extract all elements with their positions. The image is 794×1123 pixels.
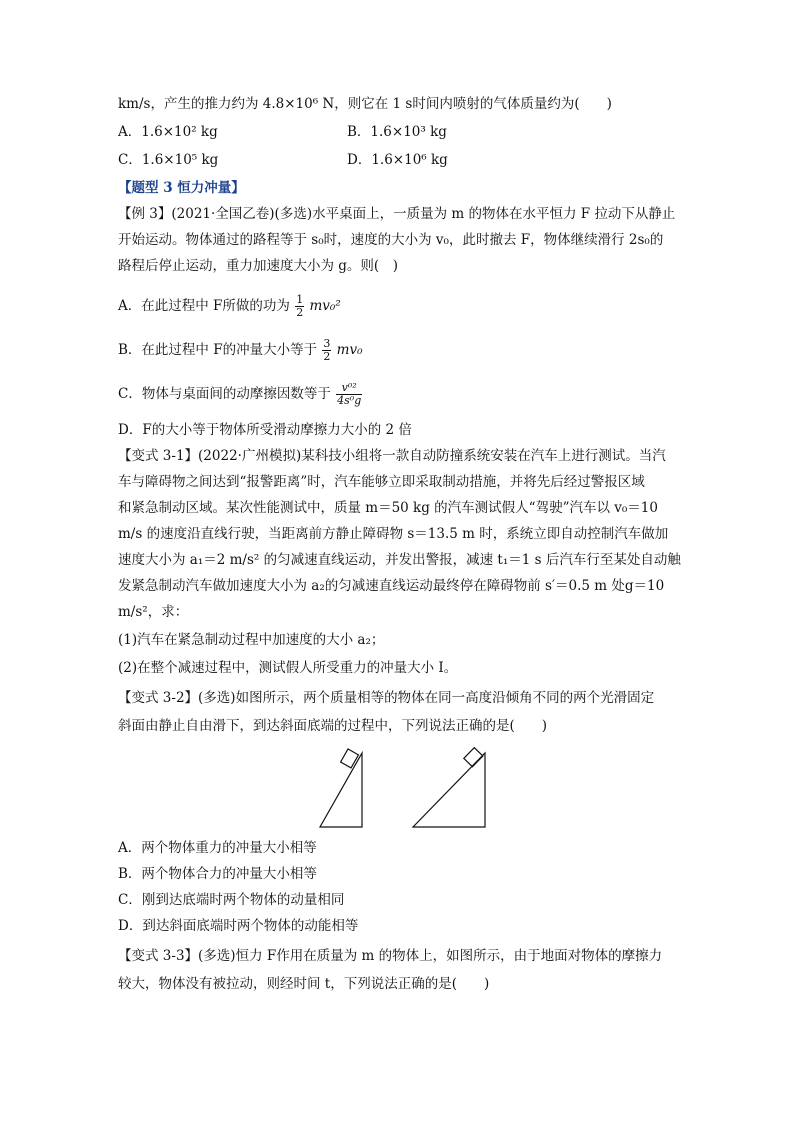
example-3-option-a [118,294,341,319]
incline-diagram [310,745,500,830]
variant-3-2-option-c: C．刚到达底端时两个物体的动量相同 [118,892,345,908]
variant-3-1-line-5: 速度大小为 a₁＝2 m/s² 的匀减速直线运动，并发出警报，减速 t₁＝1 s 后汽车行至某处自动触 [118,552,681,568]
fraction [295,294,304,319]
variant-3-1-line-1: 【变式 3-1】(2022·广州模拟)某科技小组将一款自动防撞系统安装在汽车上进行测试。当汽 [118,448,666,464]
variant-3-2-line-1: 【变式 3-2】(多选)如图所示，两个质量相等的物体在同一高度沿倾角不同的两个光滑固定 [118,690,655,706]
block [464,748,483,767]
variant-3-2-option-d: D．到达斜面底端时两个物体的动能相等 [118,918,359,934]
example-3-line-2: 开始运动。物体通过的路程等于 s₀时，速度的大小为 v₀，此时撤去 F，物体继续滑行 2s₀的 [118,232,664,248]
variant-3-3-line-2: 较大，物体没有被拉动，则经时间 t，下列说法正确的是( ) [118,976,490,992]
fraction [336,382,362,407]
example-3-line-1: 【例 3】(2021·全国乙卷)(多选)水平桌面上，一质量为 m 的物体在水平恒力 F 拉动下从静止 [118,206,676,222]
variant-3-3-line-1: 【变式 3-3】(多选)恒力 F作用在质量为 m 的物体上，如图所示，由于地面对物体的摩擦力 [118,948,663,964]
fraction-denominator: 2 [323,350,331,363]
example-3-line-3: 路程后停止运动，重力加速度大小为 g。则( ) [118,258,398,274]
variant-3-1-line-6: 发紧急制动汽车做加速度大小为 a₂的匀减速直线运动最终停在障碍物前 s′＝0.5 m 处g＝10 [118,578,665,594]
option-a: A．1.6×10² kg [118,124,218,140]
fraction-denominator: 4s⁰g [337,394,362,407]
variant-3-1-line-2: 车与障碍物之间达到“报警距离”时，汽车能够立即采取制动措施，并将先后经过警报区域 [118,474,645,490]
option-text: C．物体与桌面间的动摩擦因数等于 [118,386,331,402]
variant-3-1-line-3: 和紧急制动区域。某次性能测试中，质量 m＝50 kg 的汽车测试假人“驾驶”汽车以 v₀＝10 [118,500,658,516]
fraction-denominator: 2 [296,306,304,319]
option-text: B．在此过程中 F的冲量大小等于 [118,342,322,358]
variant-3-1-line-4: m/s 的速度沿直线行驶，当距离前方静止障碍物 s＝13.5 m 时，系统立即自动控制汽车做加 [118,526,669,542]
example-3-option-d: D．F的大小等于物体所受滑动摩擦力大小的 2 倍 [118,422,412,438]
gentle-incline [413,748,485,827]
example-3-option-c [118,382,363,407]
fraction-numerator: 3 [323,337,331,350]
variant-3-1-line-7: m/s²，求： [118,604,189,620]
option-b: B．1.6×10³ kg [347,124,447,140]
question-text-line: km/s，产生的推力约为 4.8×10⁶ N，则它在 1 s时间内喷射的气体质量约为( ) [118,96,612,112]
variant-3-1-question-1: (1)汽车在紧急制动过程中加速度的大小 a₂； [118,632,385,648]
example-3-option-b [118,338,363,363]
steep-incline [320,749,362,827]
formula-text: mv₀ [336,342,363,358]
option-c: C．1.6×10⁵ kg [118,152,219,168]
variant-3-2-option-b: B．两个物体合力的冲量大小相等 [118,866,317,882]
section-heading: 【题型 3 恒力冲量】 [118,180,245,196]
variant-3-2-option-a: A．两个物体重力的冲量大小相等 [118,840,317,856]
fraction-numerator: 1 [296,293,304,306]
variant-3-1-question-2: (2)在整个减速过程中，测试假人所受重力的冲量大小 I。 [118,660,458,676]
option-text: A．在此过程中 F所做的功为 [118,298,295,314]
fraction [322,338,331,363]
fraction-numerator: v⁰² [336,382,362,395]
formula-text: mv₀² [309,298,341,314]
option-d: D．1.6×10⁶ kg [347,152,448,168]
variant-3-2-line-2: 斜面由静止自由滑下，到达斜面底端的过程中，下列说法正确的是( ) [118,718,548,734]
